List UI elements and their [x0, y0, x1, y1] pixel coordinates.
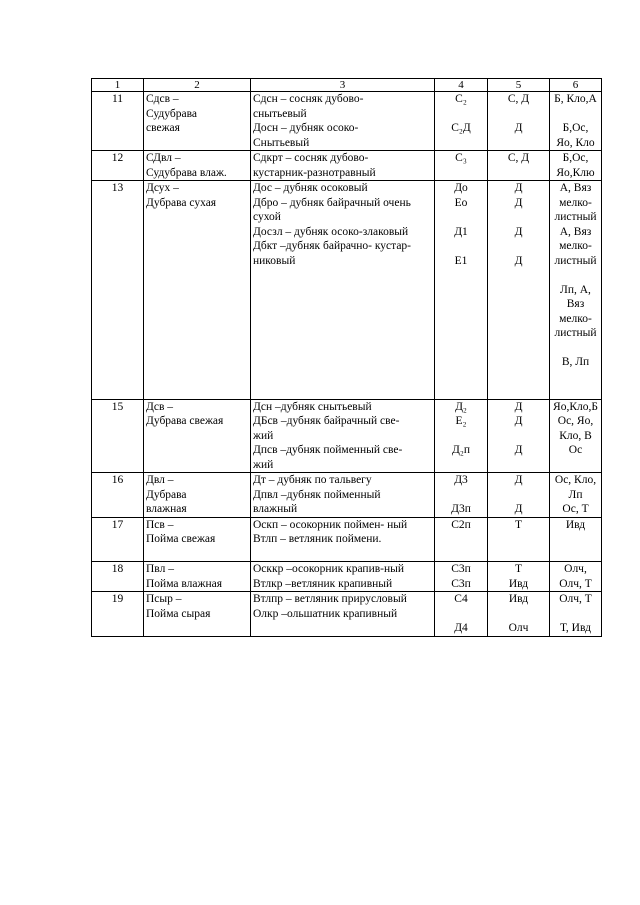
col6-cell	[550, 517, 602, 562]
cell-line: Дубрава свежая	[146, 415, 224, 427]
cell-line: С3п	[451, 577, 471, 590]
table-header-row	[92, 79, 602, 92]
cell-line: Судубрава влаж.	[146, 166, 227, 179]
col4-cell	[435, 473, 488, 518]
cell-line: С3п	[451, 563, 471, 575]
cell-line	[552, 107, 599, 122]
cell-line: Ос, Т	[562, 503, 589, 515]
table-row	[92, 92, 602, 151]
cell-line	[253, 312, 432, 327]
cell-line: С4	[454, 593, 468, 605]
cell-line: Т	[514, 518, 523, 531]
header-cell: 1	[92, 79, 144, 92]
cell-line: Олч, Т	[559, 593, 592, 605]
cell-line: снытьевый	[253, 107, 307, 120]
header-cell: 2	[144, 79, 251, 92]
cell-line: свежая	[146, 122, 180, 134]
cell-line	[437, 488, 485, 503]
cell-line: Втлп – ветляник поймени.	[253, 533, 382, 545]
table-row	[92, 181, 602, 400]
cell-line: Е₂	[455, 415, 467, 427]
cell-line: листный	[554, 327, 597, 339]
cell-line: Ивд	[508, 593, 529, 605]
cell-line: Дпвл –дубняк пойменный	[253, 488, 381, 501]
cell-line: Д	[514, 415, 523, 427]
col5-cell	[488, 473, 550, 518]
cell-line: мелко-	[559, 240, 592, 252]
cell-line: Ос, Яо,	[557, 415, 594, 427]
row-number-cell: 13	[92, 181, 144, 400]
forest-types-table	[91, 78, 602, 637]
cell-line: Д3	[454, 474, 468, 486]
col4-cell	[435, 181, 488, 400]
cell-line: Лп, А, Вяз	[560, 283, 591, 310]
forest-type-cell	[144, 151, 251, 181]
cell-line: Осккр –осокорник крапив-ный	[253, 563, 405, 575]
cell-line: СДвл –	[146, 152, 181, 164]
cell-line: Д	[514, 254, 523, 267]
cell-line	[490, 136, 547, 151]
cell-line	[437, 607, 485, 622]
cell-line: Ос, Кло,	[554, 474, 597, 486]
cell-line: мелко-	[559, 196, 592, 209]
row-number-cell: 19	[92, 592, 144, 637]
cell-line	[490, 429, 547, 444]
forest-type-cell	[144, 517, 251, 562]
col5-cell	[488, 592, 550, 637]
cell-line: Д	[514, 122, 523, 134]
cell-line: Д₂п	[451, 444, 470, 456]
cell-line: Втлпр – ветляник прирусловый	[253, 593, 407, 605]
cell-line: Сдсв –	[146, 93, 179, 105]
col4-cell	[435, 592, 488, 637]
cell-line	[437, 136, 485, 151]
col4-cell	[435, 517, 488, 562]
cell-line: Пвл –	[146, 563, 174, 575]
cell-line: С, Д	[507, 93, 530, 105]
cell-line: В, Лп	[561, 356, 590, 368]
col6-cell	[550, 562, 602, 592]
col6-cell	[550, 92, 602, 151]
table-row	[92, 473, 602, 518]
row-number-cell: 11	[92, 92, 144, 151]
col5-cell	[488, 92, 550, 151]
cell-line	[490, 488, 547, 503]
association-cell	[251, 562, 435, 592]
cell-line	[253, 547, 432, 562]
cell-line: Дбро – дубняк байрачный очень	[253, 196, 411, 209]
cell-line	[490, 239, 547, 254]
col4-cell	[435, 399, 488, 473]
cell-line	[490, 607, 547, 622]
cell-line	[253, 297, 432, 312]
cell-line	[253, 326, 432, 341]
cell-line	[253, 370, 432, 385]
table-row	[92, 592, 602, 637]
col5-cell	[488, 517, 550, 562]
association-cell	[251, 517, 435, 562]
cell-line: Б,Ос,	[562, 122, 589, 134]
cell-line	[253, 355, 432, 370]
cell-line: Ивд	[565, 518, 586, 531]
cell-line: До	[454, 182, 468, 194]
col4-cell	[435, 151, 488, 181]
cell-line: А, Вяз	[559, 182, 592, 194]
cell-line: Лп	[568, 488, 583, 501]
cell-line: Ос	[568, 444, 583, 456]
cell-line: ДБсв –дубняк байрачный све-	[253, 415, 400, 427]
association-cell	[251, 473, 435, 518]
cell-line: жий	[253, 429, 274, 442]
header-cell: 6	[550, 79, 602, 92]
cell-line: Пойма свежая	[146, 533, 216, 545]
association-cell	[251, 592, 435, 637]
cell-line: Ивд	[508, 577, 529, 590]
cell-line: С2п	[451, 518, 471, 531]
col5-cell	[488, 181, 550, 400]
table-row	[92, 151, 602, 181]
cell-line: Д	[514, 474, 523, 486]
cell-line: Т	[514, 563, 523, 575]
cell-line: Двл –	[146, 474, 174, 486]
cell-line: Д	[514, 182, 523, 194]
cell-line: Д₂	[455, 400, 467, 413]
forest-type-cell	[144, 181, 251, 400]
col6-cell	[550, 151, 602, 181]
cell-line: Д1	[454, 225, 468, 238]
cell-line: Олч,	[564, 563, 587, 575]
cell-line: Сдсн – сосняк дубово-	[253, 93, 364, 105]
cell-line: Дсух –	[146, 182, 179, 194]
association-cell	[251, 92, 435, 151]
col5-cell	[488, 399, 550, 473]
cell-line: Втлкр –ветляник крапивный	[253, 577, 393, 590]
cell-line: Пойма сырая	[146, 607, 211, 620]
cell-line	[437, 210, 485, 225]
cell-line: Дубрава	[146, 488, 187, 501]
cell-line: Судубрава	[146, 107, 197, 120]
cell-line: никовый	[253, 254, 296, 267]
forest-type-cell	[144, 473, 251, 518]
cell-line: Досзл – дубняк осоко-злаковый	[253, 225, 409, 238]
cell-line: А, Вяз	[559, 225, 592, 238]
forest-type-cell	[144, 592, 251, 637]
col6-cell	[550, 181, 602, 400]
cell-line	[437, 429, 485, 444]
cell-line	[490, 210, 547, 225]
cell-line: Д	[514, 400, 523, 413]
cell-line: Досн – дубняк осоко-	[253, 122, 359, 134]
table-row	[92, 399, 602, 473]
cell-line	[437, 107, 485, 122]
cell-line: Дт – дубняк по тальвегу	[253, 474, 372, 486]
cell-line: Яо,Кло,Б	[553, 400, 598, 413]
col4-cell	[435, 92, 488, 151]
table-row	[92, 562, 602, 592]
header-cell: 4	[435, 79, 488, 92]
cell-line: Б, Кло,А	[554, 93, 597, 105]
cell-line: Д	[514, 444, 523, 456]
row-number-cell: 16	[92, 473, 144, 518]
cell-line: С₂Д	[451, 122, 471, 134]
cell-line: сухой	[253, 211, 281, 223]
cell-line: Дсн –дубняк снытьевый	[253, 400, 372, 413]
cell-line: влажный	[253, 503, 298, 515]
cell-line: Дбкт –дубняк байрачно- кустар-	[253, 240, 412, 252]
cell-line: Снытьевый	[253, 136, 310, 149]
cell-line: влажная	[146, 503, 187, 515]
cell-line	[552, 341, 599, 356]
cell-line	[253, 268, 432, 283]
cell-line: Д4	[454, 622, 468, 634]
cell-line: листный	[554, 254, 597, 267]
cell-line: Сдкрт – сосняк дубово-	[253, 152, 369, 164]
association-cell	[251, 181, 435, 400]
cell-line: Д	[514, 503, 523, 515]
cell-line	[490, 107, 547, 122]
cell-line: Псыр –	[146, 593, 182, 605]
cell-line: Дпсв –дубняк пойменный све-	[253, 444, 403, 456]
cell-line: листный	[554, 211, 597, 223]
header-cell: 3	[251, 79, 435, 92]
cell-line: Олкр –ольшатник крапивный	[253, 607, 398, 620]
cell-line: Д3п	[451, 503, 471, 515]
forest-type-cell	[144, 562, 251, 592]
cell-line	[552, 607, 599, 622]
cell-line: Псв –	[146, 518, 174, 531]
col6-cell	[550, 399, 602, 473]
row-number-cell: 15	[92, 399, 144, 473]
row-number-cell: 12	[92, 151, 144, 181]
cell-line: С₂	[455, 93, 467, 105]
cell-line: Дсв –	[146, 400, 174, 413]
cell-line: Оскп – осокорник поймен- ный	[253, 518, 408, 531]
cell-line: Олч, Т	[559, 577, 592, 590]
cell-line: Олч	[508, 622, 529, 634]
cell-line: Кло, В	[559, 429, 592, 442]
cell-line	[552, 268, 599, 283]
cell-line: С, Д	[507, 152, 530, 164]
header-cell: 5	[488, 79, 550, 92]
cell-line: Пойма влажная	[146, 577, 223, 590]
cell-line: Дос – дубняк осоковый	[253, 182, 368, 194]
cell-line: мелко-	[559, 312, 592, 325]
row-number-cell: 18	[92, 562, 144, 592]
cell-line: жий	[253, 458, 274, 471]
cell-line: Б,Ос,	[562, 152, 589, 164]
cell-line: Е1	[454, 254, 468, 267]
cell-line: Яо,Клю	[556, 166, 595, 179]
cell-line: Дубрава сухая	[146, 196, 217, 209]
association-cell	[251, 151, 435, 181]
row-number-cell: 17	[92, 517, 144, 562]
cell-line	[437, 239, 485, 254]
cell-line: Д	[514, 225, 523, 238]
cell-line: кустарник-разнотравный	[253, 166, 376, 179]
table-row	[92, 517, 602, 562]
col4-cell	[435, 562, 488, 592]
cell-line: Яо, Кло	[556, 136, 595, 149]
cell-line: С₃	[455, 152, 467, 164]
cell-line	[253, 283, 432, 298]
cell-line	[253, 341, 432, 356]
cell-line: Д	[514, 196, 523, 209]
cell-line: Т, Ивд	[560, 622, 591, 634]
col5-cell	[488, 562, 550, 592]
association-cell	[251, 399, 435, 473]
forest-type-cell	[144, 399, 251, 473]
forest-type-cell	[144, 92, 251, 151]
cell-line: Ео	[454, 196, 468, 209]
col6-cell	[550, 592, 602, 637]
cell-line	[253, 384, 432, 399]
col5-cell	[488, 151, 550, 181]
col6-cell	[550, 473, 602, 518]
